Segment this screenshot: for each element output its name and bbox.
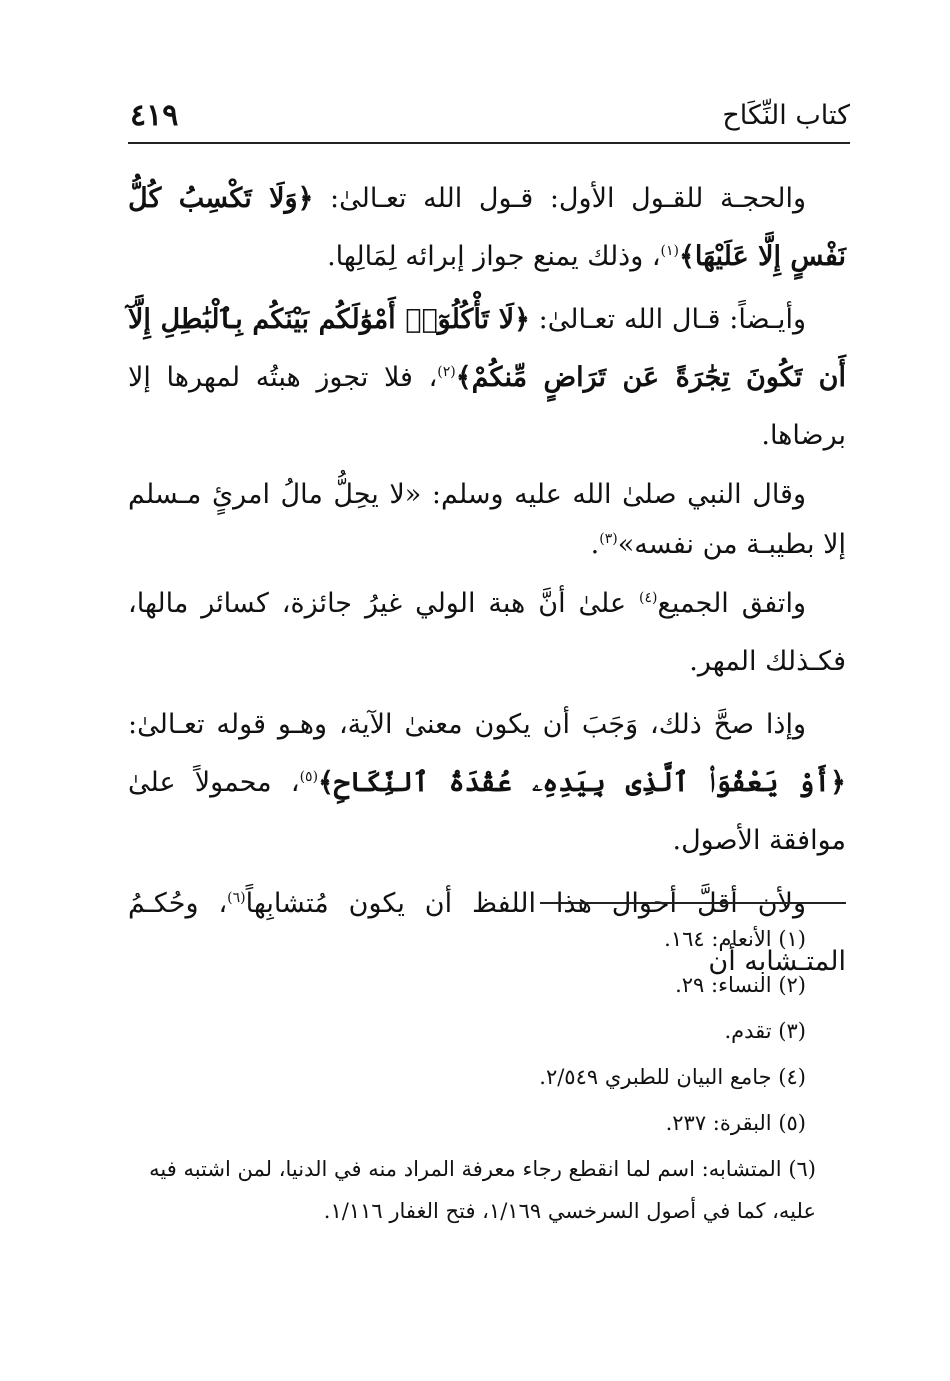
paragraph-text: وإذا صحَّ ذلك، وَجَبَ أن يكون معنىٰ الآية، وهـو قوله تعـالىٰ: bbox=[128, 709, 806, 740]
paragraph-text: واتفق الجميع bbox=[657, 588, 806, 619]
footnotes bbox=[128, 916, 846, 1232]
footnote-5: (٥) البقرة: ٢٣٧. bbox=[665, 1111, 806, 1135]
paragraph-text: ولأن أقلَّ أحوال هذا اللفظ أن يكون مُتشابِهاً bbox=[245, 888, 806, 919]
book-title: كتاب النِّكَاح bbox=[722, 100, 850, 131]
paragraph-text: والحجـة للقـول الأول: قـول الله تعـالىٰ: bbox=[313, 183, 806, 214]
footnote-1: (١) الأنعام: ١٦٤. bbox=[664, 927, 806, 951]
paragraph-text: ، فلا تجوز هبتُه لمهرها إلا برضاها. bbox=[128, 362, 846, 451]
paragraph-text: . bbox=[590, 529, 600, 560]
quran-verse: ﴿أَوْ يَعْفُوَا۟ ٱلَّذِى بِيَدِهِۦ عُقْدَةُ ٱلنِّكَاحِ﴾ bbox=[318, 767, 846, 798]
footnote-ref[interactable]: (٣) bbox=[599, 531, 618, 547]
footnote-ref[interactable]: (٤) bbox=[639, 590, 658, 606]
footnote-2: (٢) النساء: ٢٩. bbox=[675, 973, 806, 997]
paragraph-3 bbox=[128, 470, 846, 570]
footnote-3: (٣) تقدم. bbox=[724, 1019, 806, 1043]
quran-verse: ﴿وَلَا تَكْسِبُ كُلُّ نَفْسٍ إِلَّا عَلَيْهَا﴾ bbox=[128, 183, 846, 272]
paragraph-5 bbox=[128, 696, 846, 870]
footnote-ref[interactable]: (٦) bbox=[227, 890, 246, 906]
paragraph-4 bbox=[128, 575, 846, 691]
paragraph-2 bbox=[128, 291, 846, 465]
footnote-ref[interactable]: (٢) bbox=[437, 364, 456, 380]
footnote-ref[interactable]: (١) bbox=[660, 243, 680, 259]
page-header bbox=[128, 98, 850, 144]
paragraph-text: وقال النبي صلىٰ الله عليه وسلم: «لا يحِلُّ مالُ امرئٍ مـسلم إلا بطيبـة من نفسه» bbox=[128, 479, 846, 560]
page-number: ٤١٩ bbox=[130, 98, 179, 133]
footnote-separator bbox=[540, 902, 846, 904]
paragraph-1 bbox=[128, 170, 846, 286]
paragraph-text: علىٰ أنَّ هبة الولي غيرُ جائزة، كسائر مالها، فكـذلك المهر. bbox=[128, 588, 846, 677]
footnote-4: (٤) جامع البيان للطبري ٢/٥٤٩. bbox=[539, 1065, 806, 1089]
paragraph-text: وأيـضاً: قـال الله تعـالىٰ: bbox=[529, 304, 806, 335]
footnote-6: (٦) المتشابه: اسم لما انقطع رجاء معرفة المراد منه في الدنيا، لمن اشتبه فيه عليه، كما في أصول السرخسي ١/١٦٩، فتح الغفار ١/١١٦. bbox=[149, 1157, 816, 1223]
paragraph-text: ، وحُكـمُ المتـشابه أن bbox=[128, 888, 846, 977]
quran-verse: ﴿لَا تَأْكُلُوٓا۟ أَمْوَٰلَكُم بَيْنَكُم بِٱلْبَٰطِلِ إِلَّآ أَن تَكُونَ تِجَٰرَةً عَن تَرَاضٍ مِّنكُمْ﴾ bbox=[128, 304, 846, 393]
main-text bbox=[128, 170, 846, 996]
footnote-ref[interactable]: (٥) bbox=[299, 769, 319, 785]
paragraph-text: ، محمولاً علىٰ موافقة الأصول. bbox=[128, 767, 846, 856]
paragraph-text: ، وذلك يمنع جواز إبرائه لِمَالِها. bbox=[327, 241, 661, 272]
